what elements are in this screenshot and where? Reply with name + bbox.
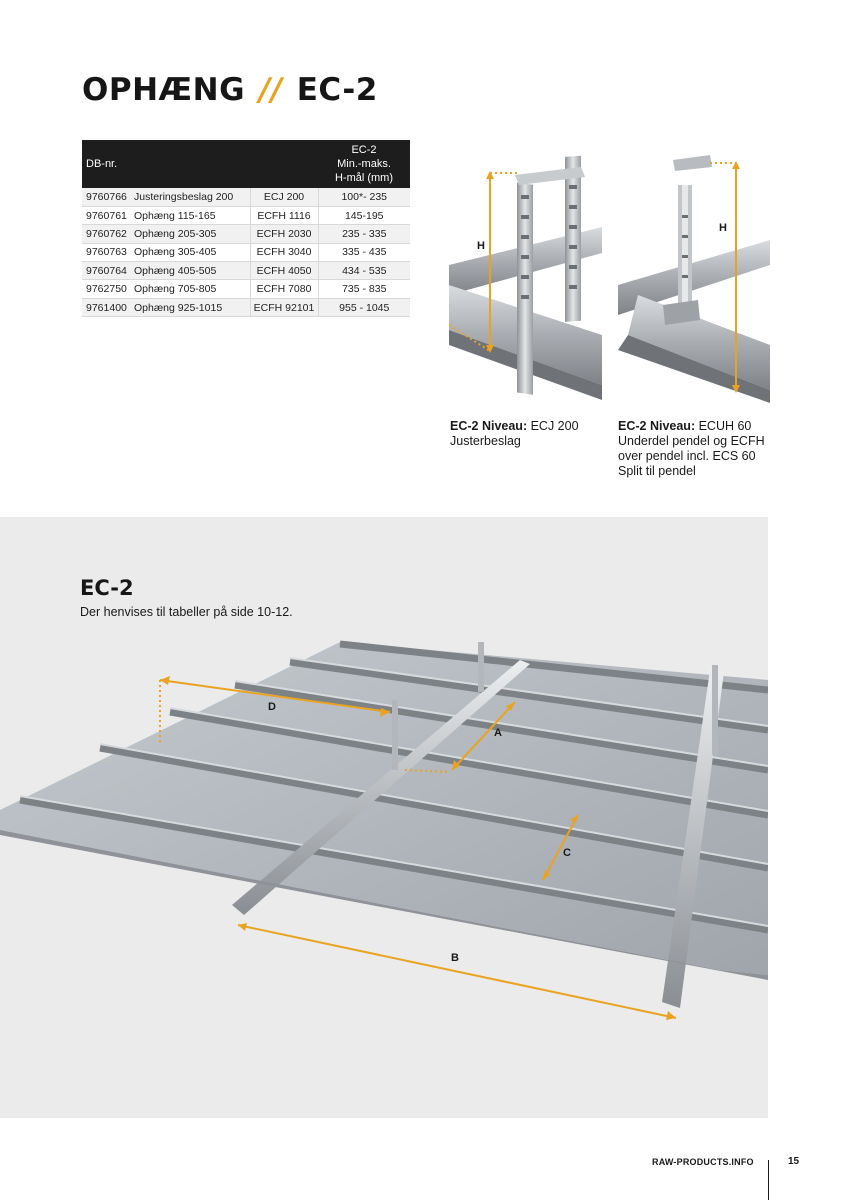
caption-ecuh60-line4: Split til pendel: [618, 464, 696, 478]
table-row: [82, 243, 410, 261]
cell-code: ECFH 3040: [250, 243, 318, 261]
cell-code: ECFH 1116: [250, 206, 318, 224]
caption-ecuh60: [618, 419, 788, 479]
cell-range: 735 - 835: [318, 280, 410, 298]
hanger: [478, 642, 484, 692]
page-title: [82, 72, 378, 108]
footer-divider: [768, 1160, 769, 1200]
cell-db: 9762750: [82, 280, 134, 298]
hanger: [392, 700, 398, 770]
table-row: [82, 225, 410, 243]
hanger: [712, 665, 718, 755]
cell-code: ECJ 200: [250, 188, 318, 206]
cell-code: ECFH 2030: [250, 225, 318, 243]
ceiling-board: [0, 642, 768, 975]
cell-name: Ophæng 305-405: [134, 243, 250, 261]
title-separator: //: [259, 72, 283, 108]
header-ec2-range: [318, 140, 410, 188]
ecj200-illustration: [449, 155, 602, 405]
caption-ecuh60-line2: Underdel pendel og ECFH: [618, 434, 765, 448]
cell-name: Ophæng 115-165: [134, 206, 250, 224]
section-subtitle: Der henvises til tabeller på side 10-12.: [80, 605, 293, 619]
product-table: [82, 140, 410, 317]
cell-name: Ophæng 925-1015: [134, 298, 250, 316]
cell-db: 9760761: [82, 206, 134, 224]
cell-db: 9761400: [82, 298, 134, 316]
table-row: [82, 206, 410, 224]
caption-ecuh60-line3: over pendel incl. ECS 60: [618, 449, 756, 463]
page-number: 15: [788, 1156, 800, 1167]
cell-range: 100*- 235: [318, 188, 410, 206]
title-main: OPHÆNG: [82, 72, 246, 108]
section-title: EC-2: [80, 576, 134, 600]
cell-range: 955 - 1045: [318, 298, 410, 316]
caption-ecj200-line1: [450, 419, 600, 434]
cell-range: 235 - 335: [318, 225, 410, 243]
caption-ecj200-line2: Justerbeslag: [450, 434, 521, 448]
cell-range: 335 - 435: [318, 243, 410, 261]
table-header-row: [82, 140, 410, 188]
cell-name: Ophæng 705-805: [134, 280, 250, 298]
dim-label-c: C: [563, 847, 571, 859]
title-product: EC-2: [296, 72, 378, 108]
dim-label-d: D: [268, 701, 276, 713]
cell-name: Ophæng 205-305: [134, 225, 250, 243]
cell-code: ECFH 92101: [250, 298, 318, 316]
cell-db: 9760764: [82, 262, 134, 280]
header-ec2-line3: H-mål (mm): [334, 172, 394, 184]
caption-ecuh60-line1: [618, 419, 788, 434]
caption-ecj200-bold: EC-2 Niveau:: [450, 419, 528, 433]
table-row: [82, 188, 410, 206]
header-ec2-line1: EC-2: [351, 144, 377, 156]
cell-range: 145-195: [318, 206, 410, 224]
cell-db: 9760763: [82, 243, 134, 261]
caption-ecj200: [450, 419, 600, 449]
table-row: [82, 262, 410, 280]
dim-label-a: A: [494, 727, 502, 739]
ecuh60-dim-label: H: [719, 222, 727, 234]
cell-name: Ophæng 405-505: [134, 262, 250, 280]
ecuh60-illustration: [618, 155, 770, 405]
table-row: [82, 280, 410, 298]
table-row: [82, 298, 410, 316]
cell-db: 9760766: [82, 188, 134, 206]
caption-ecuh60-bold: EC-2 Niveau:: [618, 419, 696, 433]
cell-range: 434 - 535: [318, 262, 410, 280]
dim-label-b: B: [451, 952, 459, 964]
header-ec2-line2: Min.-maks.: [337, 158, 391, 170]
caption-ecuh60-rest: ECUH 60: [695, 419, 752, 433]
cell-name: Justeringsbeslag 200: [134, 188, 250, 206]
footer-website: RAW-PRODUCTS.INFO: [652, 1157, 754, 1167]
ecuh60-product-image: [618, 155, 770, 405]
ecj200-dim-label: H: [477, 240, 485, 252]
header-db-nr: DB-nr.: [82, 140, 318, 188]
cell-code: ECFH 7080: [250, 280, 318, 298]
cell-db: 9760762: [82, 225, 134, 243]
ceiling-grid-illustration: [0, 630, 768, 1050]
caption-ecj200-rest: ECJ 200: [527, 419, 579, 433]
ecj200-product-image: [449, 155, 602, 405]
cell-code: ECFH 4050: [250, 262, 318, 280]
